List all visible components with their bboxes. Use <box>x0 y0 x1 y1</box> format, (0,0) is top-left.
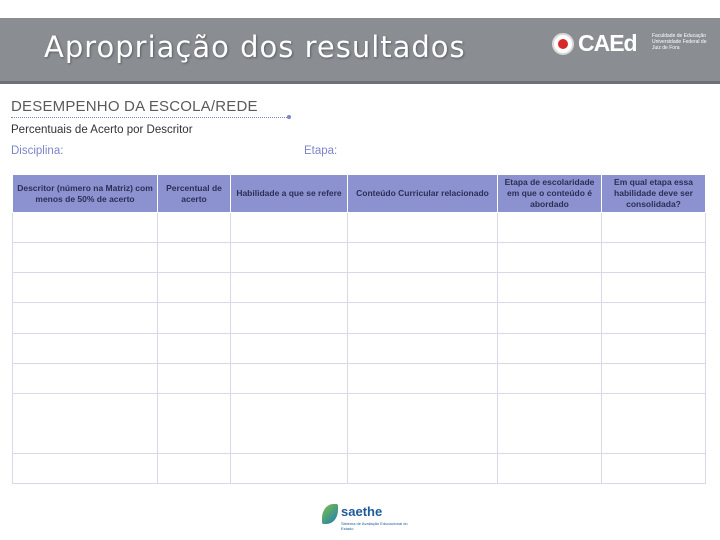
caed-logo-icon <box>552 33 574 55</box>
table-cell[interactable] <box>498 333 602 363</box>
table-row <box>13 303 706 333</box>
table-cell[interactable] <box>602 393 706 453</box>
table-cell[interactable] <box>231 213 348 243</box>
document-panel <box>10 92 706 484</box>
table-cell[interactable] <box>348 303 498 333</box>
saethe-logo-word: saethe <box>341 504 383 519</box>
table-cell[interactable] <box>13 213 158 243</box>
table-cell[interactable] <box>602 213 706 243</box>
table-cell[interactable] <box>231 273 348 303</box>
table-cell[interactable] <box>231 243 348 273</box>
table-row <box>13 393 706 453</box>
table-cell[interactable] <box>602 243 706 273</box>
table-cell[interactable] <box>158 213 231 243</box>
table-row <box>13 273 706 303</box>
table-cell[interactable] <box>348 453 498 483</box>
table-cell[interactable] <box>231 393 348 453</box>
table-cell[interactable] <box>498 303 602 333</box>
table-cell[interactable] <box>602 453 706 483</box>
table-cell[interactable] <box>13 453 158 483</box>
column-header-descritor: Descritor (número na Matriz) com menos de 50% de acerto <box>13 175 158 213</box>
document-heading: DESEMPENHO DA ESCOLA/REDE <box>11 98 258 115</box>
table-cell[interactable] <box>498 273 602 303</box>
table-row <box>13 333 706 363</box>
table-cell[interactable] <box>602 273 706 303</box>
descriptor-table <box>12 174 706 484</box>
table-cell[interactable] <box>158 363 231 393</box>
table-cell[interactable] <box>348 213 498 243</box>
table-row <box>13 363 706 393</box>
table-cell[interactable] <box>158 453 231 483</box>
document-subtitle: Percentuais de Acerto por Descritor <box>11 124 193 136</box>
table-row <box>13 243 706 273</box>
table-cell[interactable] <box>498 453 602 483</box>
table-row <box>13 213 706 243</box>
column-header-etapa-escolaridade: Etapa de escolaridade em que o conteúdo é abordado <box>498 175 602 213</box>
column-header-conteudo: Conteúdo Curricular relacionado <box>348 175 498 213</box>
table-cell[interactable] <box>231 453 348 483</box>
table-cell[interactable] <box>348 273 498 303</box>
table-cell[interactable] <box>498 393 602 453</box>
table-cell[interactable] <box>13 333 158 363</box>
table-cell[interactable] <box>158 393 231 453</box>
caed-logo-institution: Faculdade de Educação Universidade Federal de Juiz de Fora <box>652 33 707 51</box>
column-header-etapa-consolidacao: Em qual etapa essa habilidade deve ser consolidada? <box>602 175 706 213</box>
table-cell[interactable] <box>13 303 158 333</box>
table-cell[interactable] <box>13 243 158 273</box>
leaf-icon <box>322 504 338 524</box>
table-cell[interactable] <box>231 303 348 333</box>
table-cell[interactable] <box>602 363 706 393</box>
table-cell[interactable] <box>158 243 231 273</box>
table-cell[interactable] <box>231 363 348 393</box>
table-cell[interactable] <box>13 273 158 303</box>
table-cell[interactable] <box>348 393 498 453</box>
saethe-logo-tagline: Sistema de Avaliação Educacional do Estado <box>341 521 408 531</box>
table-cell[interactable] <box>13 363 158 393</box>
table-cell[interactable] <box>602 333 706 363</box>
table-cell[interactable] <box>498 243 602 273</box>
saethe-logo <box>322 500 408 534</box>
caed-logo-word: CAEd <box>578 30 637 56</box>
table-cell[interactable] <box>602 303 706 333</box>
table-cell[interactable] <box>231 333 348 363</box>
table-header-row <box>13 175 706 213</box>
table-row <box>13 453 706 483</box>
table-cell[interactable] <box>498 213 602 243</box>
column-header-habilidade: Habilidade a que se refere <box>231 175 348 213</box>
table-cell[interactable] <box>348 363 498 393</box>
heading-divider <box>11 117 289 118</box>
table-cell[interactable] <box>498 363 602 393</box>
slide-title: Apropriação dos resultados <box>44 30 466 64</box>
table-cell[interactable] <box>158 303 231 333</box>
table-cell[interactable] <box>348 333 498 363</box>
table-cell[interactable] <box>13 393 158 453</box>
caed-logo <box>552 30 712 64</box>
etapa-label: Etapa: <box>304 145 338 157</box>
table-cell[interactable] <box>158 333 231 363</box>
disciplina-label: Disciplina: <box>11 145 64 157</box>
table-cell[interactable] <box>158 273 231 303</box>
column-header-percentual: Percentual de acerto <box>158 175 231 213</box>
table-cell[interactable] <box>348 243 498 273</box>
